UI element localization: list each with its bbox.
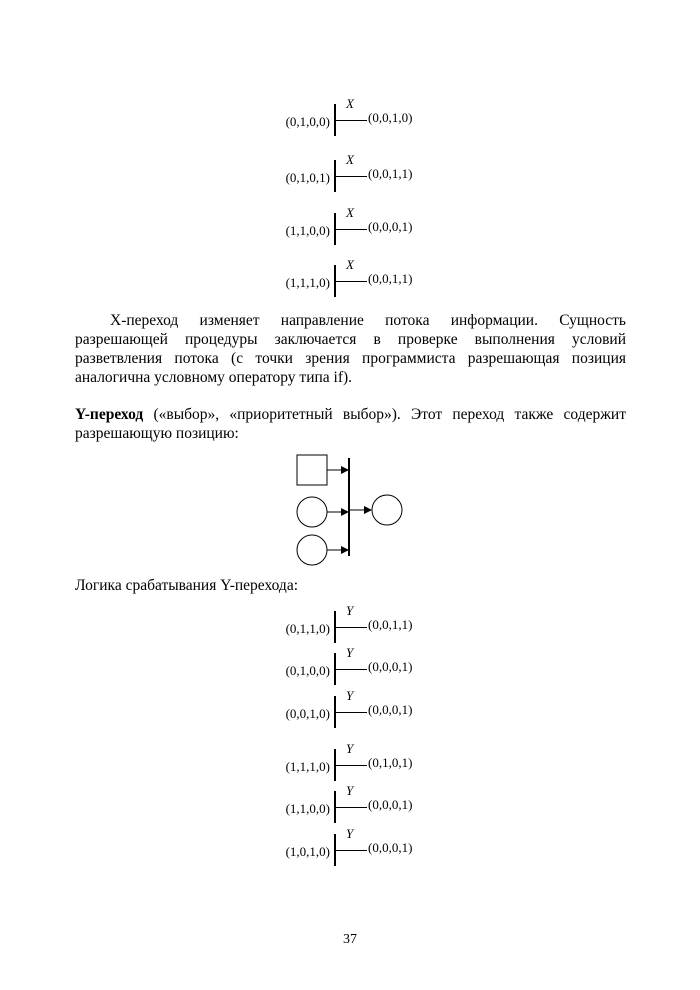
input-place-circle-1: [297, 497, 327, 527]
y-transition-diagram: [290, 450, 410, 570]
transition-input: (0,1,0,0): [285, 114, 330, 129]
transition-input: (0,1,1,0): [285, 621, 330, 636]
transition-input: (1,1,1,0): [285, 275, 330, 290]
page-number: 37: [343, 932, 357, 947]
output-arc: [335, 850, 367, 851]
output-arc: [335, 176, 367, 177]
output-arc: [335, 765, 367, 766]
output-arc: [335, 281, 367, 282]
transition-input: (0,1,0,0): [285, 663, 330, 678]
transition-output: (0,0,0,1): [368, 797, 413, 812]
transition-input: (0,1,0,1): [285, 170, 330, 185]
y-transition-1: [270, 603, 440, 649]
y-transition-5: [270, 783, 440, 829]
transition-output: (0,0,1,1): [368, 617, 413, 632]
x-transition-4: [270, 257, 440, 303]
output-arc: [335, 229, 367, 230]
input-place-circle-2: [297, 535, 327, 565]
transition-symbol: Y: [346, 783, 354, 798]
y-transition-term: Y-переход: [75, 406, 144, 423]
transition-symbol: Y: [346, 645, 354, 660]
transition-input: (1,0,1,0): [285, 844, 330, 859]
x-transition-1: [270, 96, 440, 142]
transition-output: (0,1,0,1): [368, 755, 413, 770]
transition-output: (0,0,1,1): [368, 271, 413, 286]
transition-symbol: X: [346, 96, 354, 111]
y-transition-description: («выбор», «приоритетный выбор»). Этот переход также содержит разрешающую позицию:: [75, 406, 626, 442]
transition-output: (0,0,0,1): [368, 219, 413, 234]
y-logic-label: Логика срабатывания Y-перехода:: [75, 577, 299, 594]
transition-symbol: Y: [346, 688, 354, 703]
output-arc: [335, 669, 367, 670]
transition-output: (0,0,1,0): [368, 110, 413, 125]
transition-symbol: Y: [346, 826, 354, 841]
y-transition-4: [270, 741, 440, 787]
transition-input: (1,1,1,0): [285, 759, 330, 774]
transition-output: (0,0,0,1): [368, 702, 413, 717]
arrowhead-icon: [341, 546, 349, 554]
x-transition-2: [270, 152, 440, 198]
arrowhead-icon: [364, 506, 372, 514]
transition-symbol: X: [346, 152, 354, 167]
transition-input: (0,0,1,0): [285, 706, 330, 721]
output-arc: [335, 807, 367, 808]
output-arc: [335, 627, 367, 628]
y-transition-3: [270, 688, 440, 734]
input-place-square: [297, 455, 327, 485]
y-transition-6: [270, 826, 440, 872]
transition-symbol: Y: [346, 603, 354, 618]
y-transition-heading: [75, 405, 626, 443]
transition-symbol: X: [346, 205, 354, 220]
transition-symbol: Y: [346, 741, 354, 756]
transition-output: (0,0,0,1): [368, 840, 413, 855]
output-place-circle: [372, 495, 402, 525]
arrowhead-icon: [341, 466, 349, 474]
transition-symbol: X: [346, 257, 354, 272]
transition-output: (0,0,0,1): [368, 659, 413, 674]
x-transition-3: [270, 205, 440, 251]
x-transition-paragraph: X-переход изменяет направление потока информации. Сущность разрешающей процедуры заключается в проверке выполнения условий разветвления потока (с точки зрения программиста разрешающая позиция аналогична условному оператору типа if).: [75, 312, 626, 386]
output-arc: [335, 120, 367, 121]
transition-output: (0,0,1,1): [368, 166, 413, 181]
transition-input: (1,1,0,0): [285, 223, 330, 238]
output-arc: [335, 712, 367, 713]
y-transition-2: [270, 645, 440, 691]
arrowhead-icon: [341, 508, 349, 516]
transition-input: (1,1,0,0): [285, 801, 330, 816]
